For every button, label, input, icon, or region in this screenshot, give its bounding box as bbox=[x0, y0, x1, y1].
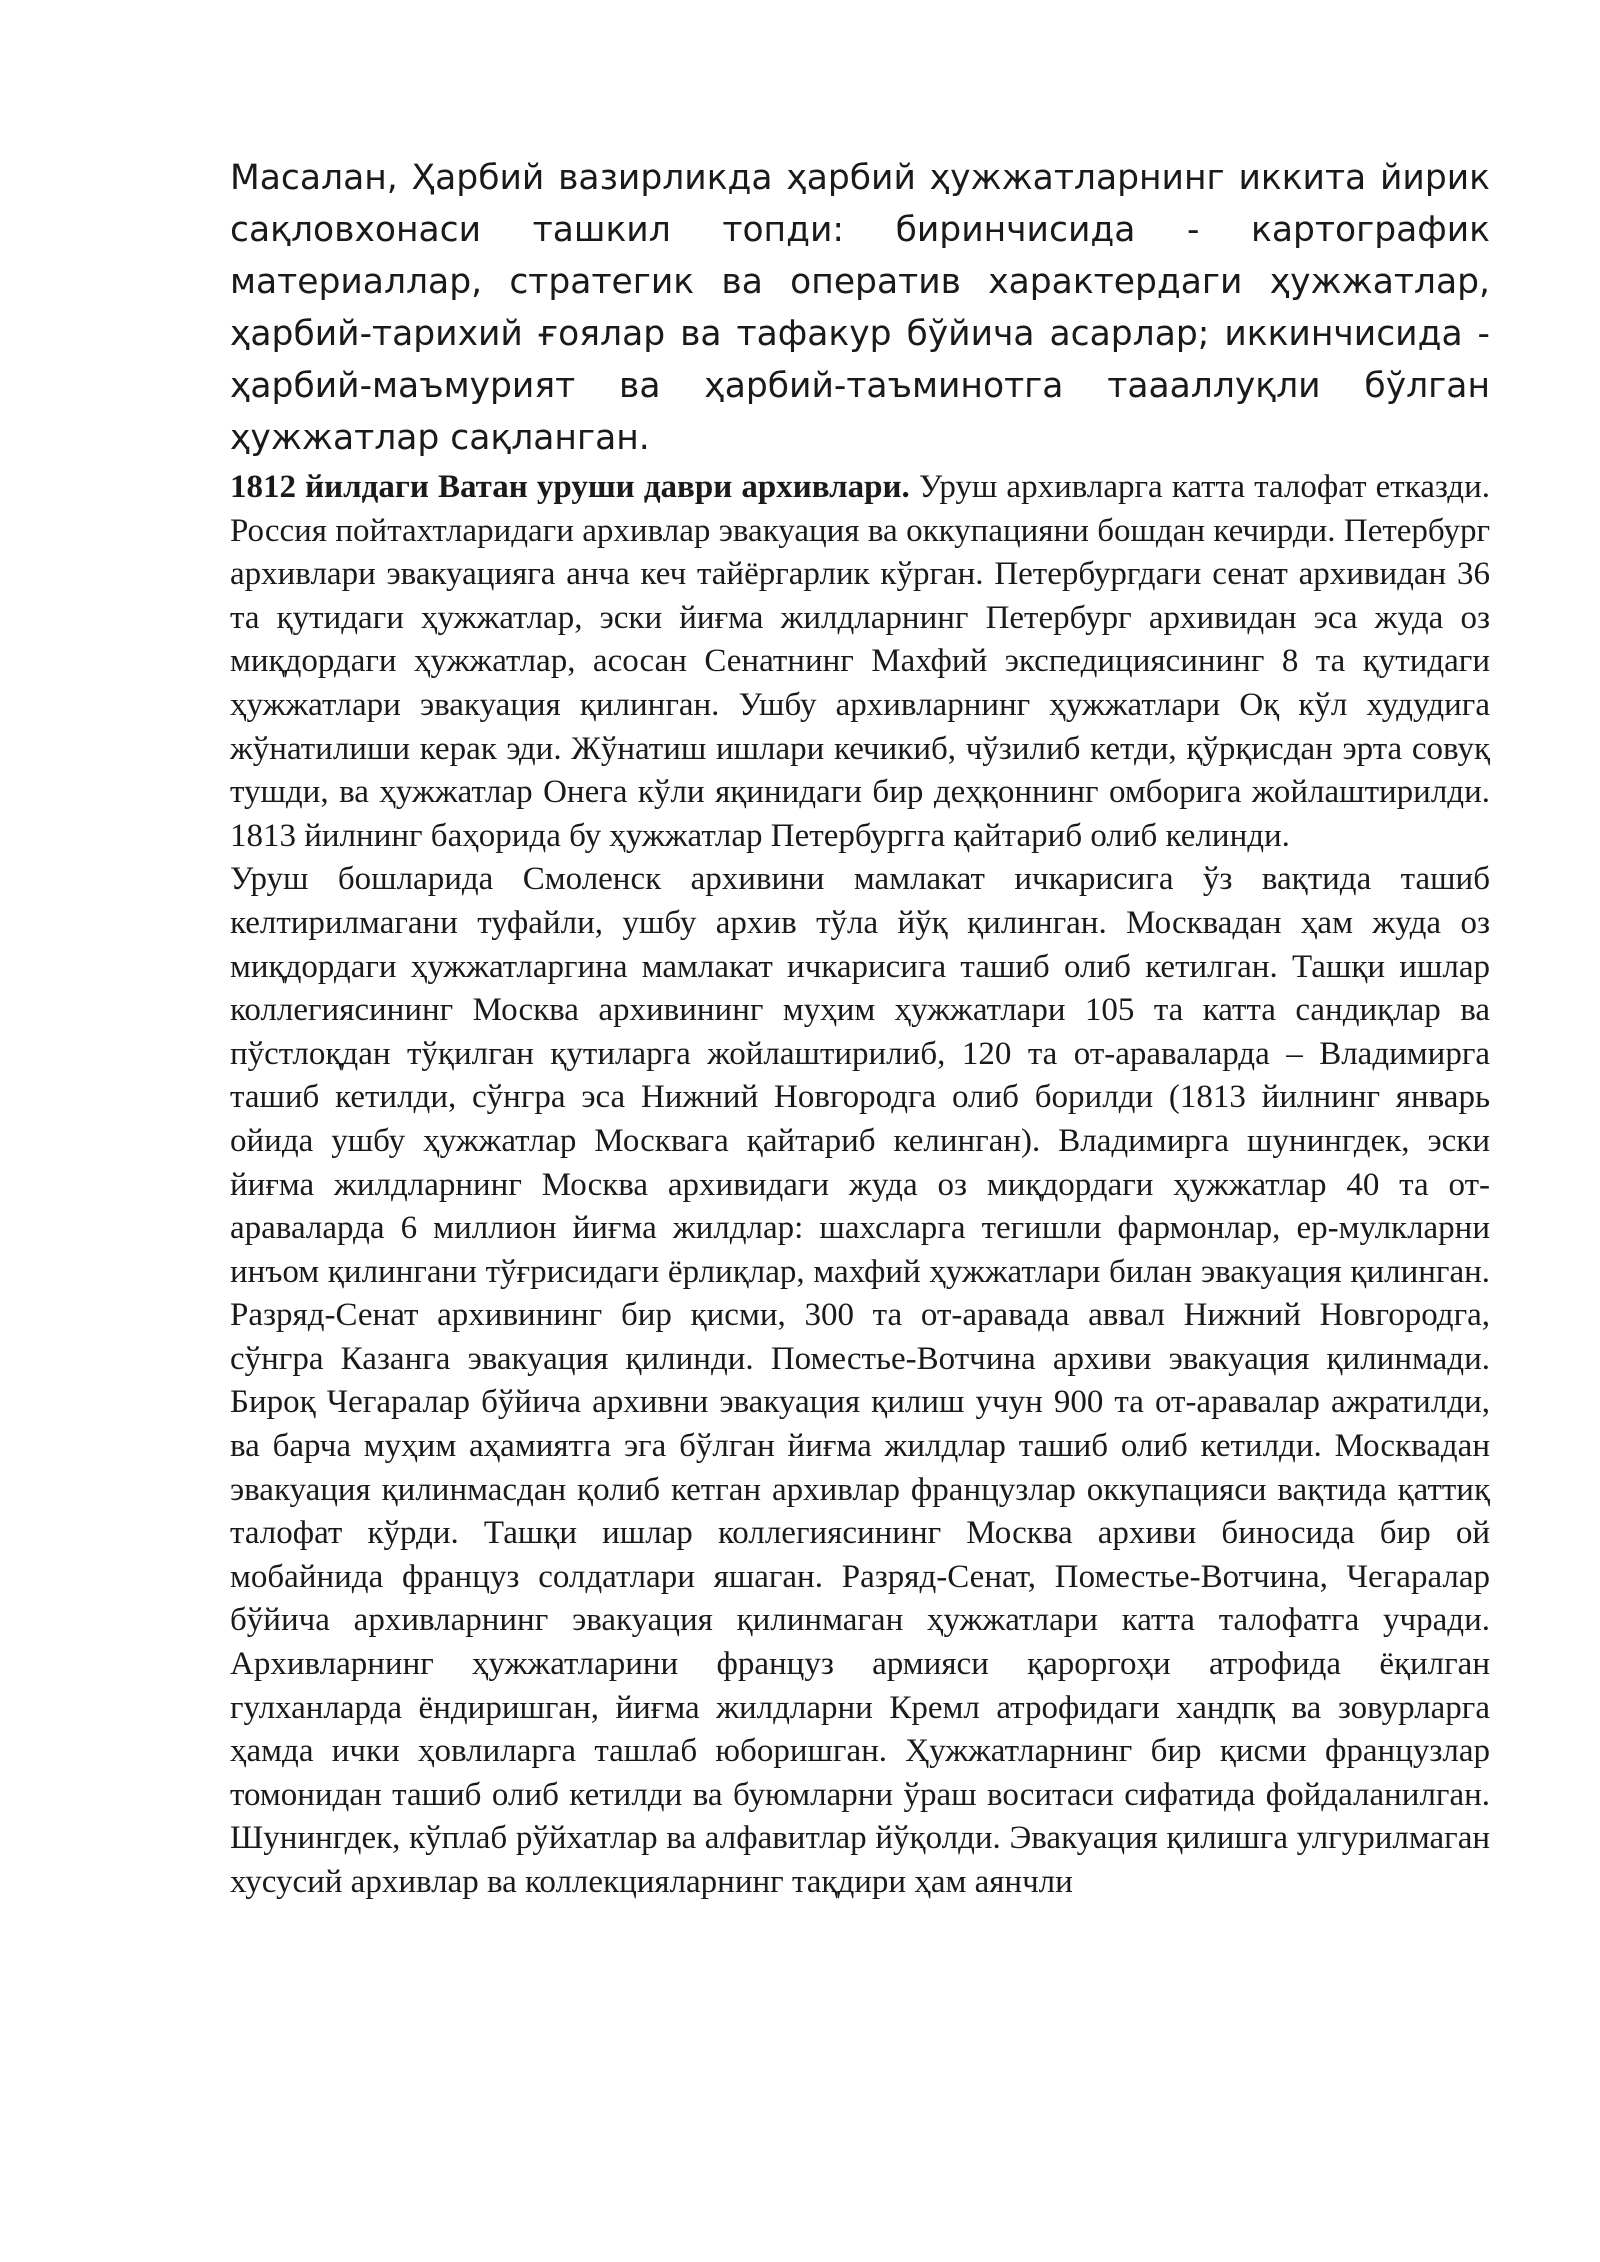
section-paragraph-1-text: Уруш архивларга катта талофат етказди. Россия пойтахтларидаги архивлар эвакуация ва оккупацияни бошдан кечирди. Петербург архивлари эвакуацияга анча кеч тайёргарлик кўрган. Петербургдаги сенат архивидан 36 та қутидаги ҳужжатлар, эски йиғма жилдларнинг Петербург архивидан эса жуда оз миқдордаги ҳужжатлар, асосан Сенатнинг Махфий экспедициясининг 8 та қутидаги ҳужжатлари эвакуация қилинган. Ушбу архивларнинг ҳужжатлари Оқ кўл худудига жўнатилиши керак эди. Жўнатиш ишлари кечикиб, чўзилиб кетди, қўрқисдан эрта совуқ тушди, ва ҳужжатлар Онега кўли яқинидаги бир деҳқоннинг омборига жойлаштирилди. 1813 йилнинг баҳорида бу ҳужжатлар Петербургга қайтариб олиб келинди. bbox=[230, 469, 1491, 854]
intro-paragraph: Масалан, Ҳарбий вазирликда ҳарбий ҳужжатларнинг иккита йирик сақловхонаси ташкил топди: биринчисида - картографик материаллар, стратегик ва оператив характердаги ҳужжатлар, ҳарбий-тарихий ғоялар ва тафакур бўйича асарлар; иккинчисида - ҳарбий-маъмурият ва ҳарбий-таъминотга таааллуқли бўлган ҳужжатлар сақланган. bbox=[230, 158, 1490, 458]
section-paragraph-1 bbox=[230, 466, 1490, 858]
document-page bbox=[230, 152, 1490, 1905]
section-heading: 1812 йилдаги Ватан уруши даври архивлари. bbox=[230, 469, 910, 505]
section-paragraph-2: Уруш бошларида Смоленск архивини мамлакат ичкарисига ўз вақтида ташиб келтирилмагани туфайли, ушбу архив тўла йўқ қилинган. Москвадан ҳам жуда оз миқдордаги ҳужжатларгина мамлакат ичкарисига ташиб олиб кетилган. Ташқи ишлар коллегиясининг Москва архивининг муҳим ҳужжатлари 105 та катта сандиқлар ва пўстлоқдан тўқилган қутиларга жойлаштирилиб, 120 та от-араваларда – Владимирга ташиб кетилди, сўнгра эса Нижний Новгородга олиб борилди (1813 йилнинг январь ойида ушбу ҳужжатлар Москвага қайтариб келинган). Владимирга шунингдек, эски йиғма жилдларнинг Москва архивидаги жуда оз миқдордаги ҳужжатлар 40 та от-араваларда 6 миллион йиғма жилдлар: шахсларга тегишли фармонлар, ер-мулкларни инъом қилингани тўғрисидаги ёрлиқлар, махфий ҳужжатлари билан эвакуация қилинган. Разряд-Сенат архивининг бир қисми, 300 та от-аравада аввал Нижний Новгородга, сўнгра Казанга эвакуация қилинди. Поместье-Вотчина архиви эвакуация қилинмади. Бироқ Чегаралар бўйича архивни эвакуация қилиш учун 900 та от-аравалар ажратилди, ва барча муҳим аҳамиятга эга бўлган йиғма жилдлар ташиб олиб кетилди. Москвадан эвакуация қилинмасдан қолиб кетган архивлар французлар оккупацияси вақтида қаттиқ талофат кўрди. Ташқи ишлар коллегиясининг Москва архиви биносида бир ой мобайнида француз солдатлари яшаган. Разряд-Сенат, Поместье-Вотчина, Чегаралар бўйича архивларнинг эвакуация қилинмаган ҳужжатлари катта талофатга учради. Архивларнинг ҳужжатларини француз армияси қароргоҳи атрофида ёқилган гулханларда ёндиришган, йиғма жилдларни Кремл атрофидаги хандпқ ва зовурларга ҳамда ички ҳовлиларга ташлаб юборишган. Ҳужжатларнинг бир қисми французлар томонидан ташиб олиб кетилди ва буюмларни ўраш воситаси сифатида фойдаланилган. Шунингдек, кўплаб рўйхатлар ва алфавитлар йўқолди. Эвакуация қилишга улгурилмаган хусусий архивлар ва коллекцияларнинг тақдири ҳам аянчли bbox=[230, 861, 1490, 1900]
